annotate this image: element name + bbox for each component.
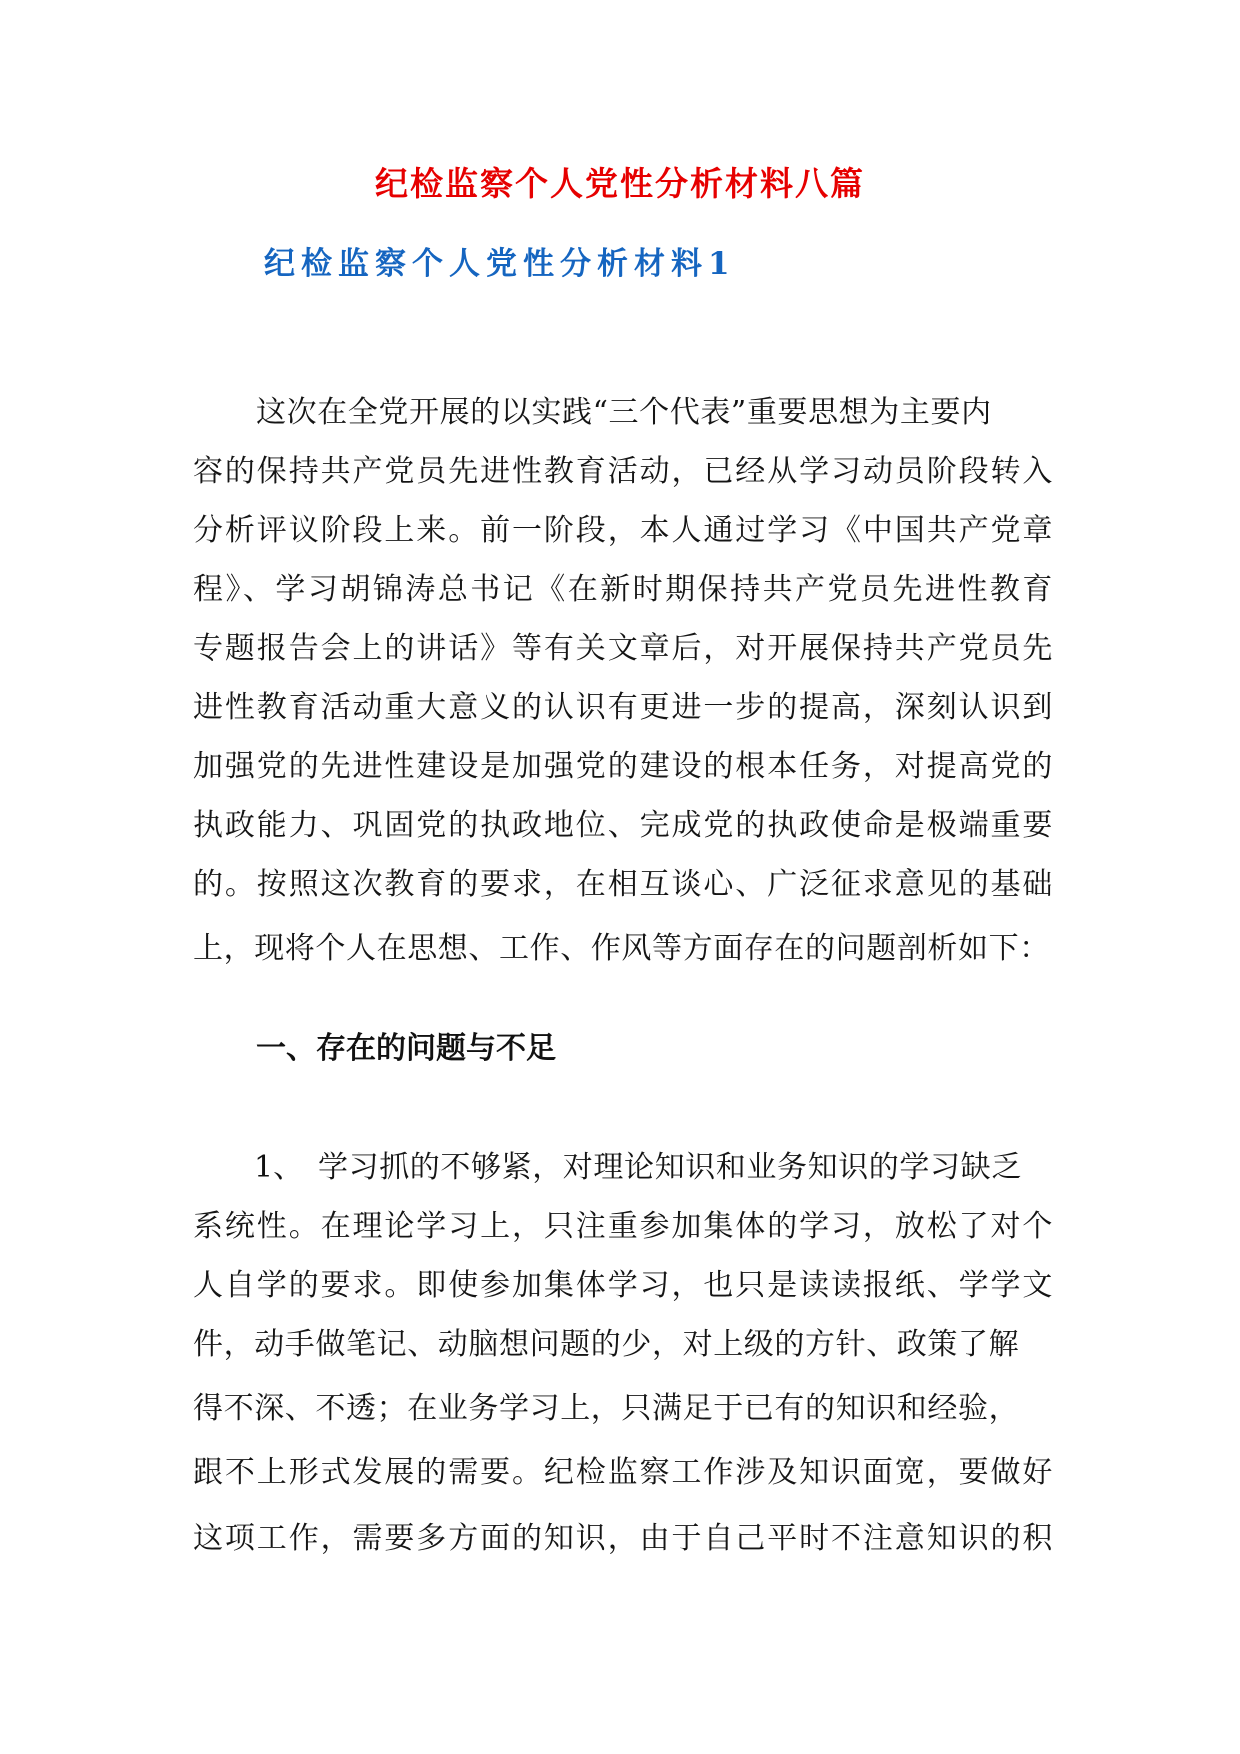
section-heading: 一、存在的问题与不足 (256, 1031, 556, 1066)
item-line: 人自学的要求。即使参加集体学习，也只是读读报纸、学学文 (193, 1268, 1053, 1303)
sub-title: 纪检监察个人党性分析材料1 (264, 246, 736, 282)
intro-line: 程》、学习胡锦涛总书记《在新时期保持共产党员先进性教育 (193, 572, 1053, 607)
intro-line: 加强党的先进性建设是加强党的建设的根本任务，对提高党的 (193, 749, 1053, 784)
intro-line: 容的保持共产党员先进性教育活动，已经从学习动员阶段转入 (193, 454, 1053, 489)
intro-line: 这次在全党开展的以实践“三个代表”重要思想为主要内 (256, 395, 992, 430)
item-line: 这项工作，需要多方面的知识，由于自己平时不注意知识的积 (193, 1521, 1053, 1556)
intro-line: 分析评议阶段上来。前一阶段，本人通过学习《中国共产党章 (193, 513, 1053, 548)
intro-line: 专题报告会上的讲话》等有关文章后，对开展保持共产党员先 (193, 631, 1053, 666)
intro-line: 进性教育活动重大意义的认识有更进一步的提高，深刻认识到 (193, 690, 1053, 725)
intro-line: 的。按照这次教育的要求，在相互谈心、广泛征求意见的基础 (193, 867, 1053, 902)
intro-line: 上，现将个人在思想、工作、作风等方面存在的问题剖析如下： (193, 931, 1050, 966)
intro-line: 执政能力、巩固党的执政地位、完成党的执政使命是极端重要 (193, 808, 1053, 843)
main-title: 纪检监察个人党性分析材料八篇 (375, 164, 865, 203)
item-line: 件，动手做笔记、动脑想问题的少，对上级的方针、政策了解 (193, 1327, 1020, 1362)
item-line: 得不深、不透；在业务学习上，只满足于已有的知识和经验， (193, 1391, 1020, 1426)
item-line: 系统性。在理论学习上，只注重参加集体的学习，放松了对个 (193, 1209, 1053, 1244)
item-number: 1、 (254, 1150, 304, 1185)
item-line: 学习抓的不够紧，对理论知识和业务知识的学习缺乏 (318, 1150, 1022, 1185)
item-line: 跟不上形式发展的需要。纪检监察工作涉及知识面宽，要做好 (193, 1455, 1053, 1490)
